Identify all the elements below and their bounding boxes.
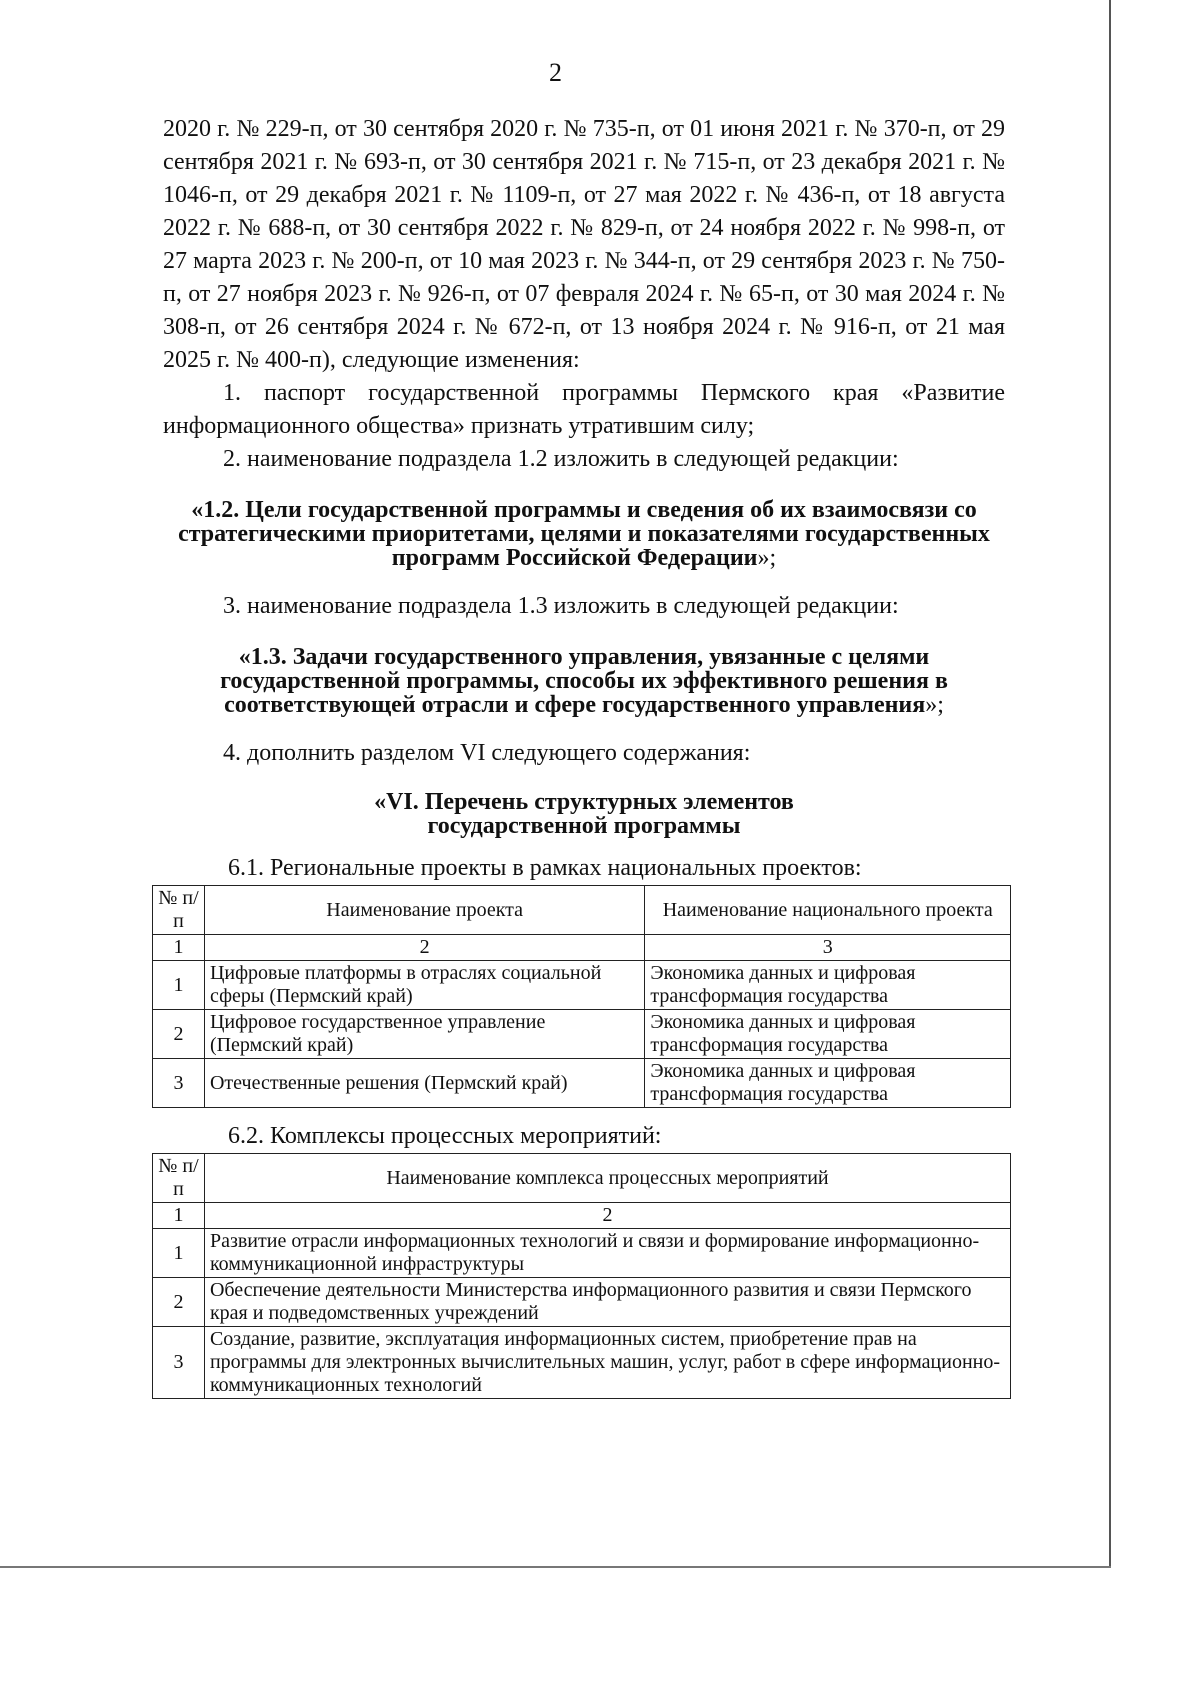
header-national-project: Наименование национального проекта <box>645 886 1011 935</box>
table-numbering-row <box>153 1203 1011 1229</box>
header-number: № п/п <box>153 886 205 935</box>
national-project: Экономика данных и цифровая трансформация государства <box>645 1059 1011 1108</box>
heading-1-3-text: «1.3. Задачи государственного управления, увязанные с целями государственной программы, способы их эффективного решения в соответствующей отрасли и сфере государственного управления <box>220 644 948 718</box>
list-item-4: 4. дополнить разделом VI следующего содержания: <box>223 740 751 766</box>
header-activity-name: Наименование комплекса процессных мероприятий <box>204 1154 1010 1203</box>
heading-vi-line-1: «VI. Перечень структурных элементов <box>374 789 794 815</box>
document-body <box>158 113 1005 1399</box>
table-row <box>153 1278 1011 1327</box>
header-number: № п/п <box>153 1154 205 1203</box>
process-activities-table <box>152 1153 1011 1399</box>
section-6-2-caption: 6.2. Комплексы процессных мероприятий: <box>228 1123 662 1149</box>
col-number: 2 <box>204 1203 1010 1229</box>
national-project: Экономика данных и цифровая трансформация государства <box>645 1010 1011 1059</box>
col-number: 1 <box>153 1203 205 1229</box>
table-header-row <box>153 1154 1011 1203</box>
row-number: 2 <box>153 1278 205 1327</box>
row-number: 2 <box>153 1010 205 1059</box>
list-item-2: 2. наименование подраздела 1.2 изложить в следующей редакции: <box>223 446 899 472</box>
list-item-3: 3. наименование подраздела 1.3 изложить в следующей редакции: <box>223 593 899 619</box>
regional-projects-table <box>152 885 1011 1108</box>
col-number: 2 <box>204 935 644 961</box>
project-name: Цифровые платформы в отраслях социальной сферы (Пермский край) <box>204 961 644 1010</box>
heading-1-2-end: »; <box>757 545 777 571</box>
list-item-1: 1. паспорт государственной программы Пермского края «Развитие информационного общества» признать утратившим силу; <box>163 380 1005 439</box>
section-6-1-caption: 6.1. Региональные проекты в рамках национальных проектов: <box>228 855 862 881</box>
row-number: 1 <box>153 961 205 1010</box>
table-row <box>153 1229 1011 1278</box>
heading-1-2 <box>163 498 1005 570</box>
heading-vi-line-2: государственной программы <box>427 813 741 839</box>
col-number: 1 <box>153 935 205 961</box>
project-name: Отечественные решения (Пермский край) <box>204 1059 644 1108</box>
intro-paragraph: 2020 г. № 229-п, от 30 сентября 2020 г. № 735-п, от 01 июня 2021 г. № 370-п, от 29 сентября 2021 г. № 693-п, от 30 сентября 2021 г. № 715-п, от 23 декабря 2021 г. № 1046-п, от 29 декабря 2021 г. № 1109-п, от 27 мая 2022 г. № 436-п, от 18 августа 2022 г. № 688-п, от 30 сентября 2022 г. № 829-п, от 24 ноября 2022 г. № 998-п, от 27 марта 2023 г. № 200-п, от 10 мая 2023 г. № 344-п, от 29 сентября 2023 г. № 750-п, от 27 ноября 2023 г. № 926-п, от 07 февраля 2024 г. № 65-п, от 30 мая 2024 г. № 308-п, от 26 сентября 2024 г. № 672-п, от 13 ноября 2024 г. № 916-п, от 21 мая 2025 г. № 400-п), следующие изменения: <box>163 116 1005 373</box>
project-name: Цифровое государственное управление (Пермский край) <box>204 1010 644 1059</box>
heading-1-3-end: »; <box>925 692 944 718</box>
row-number: 3 <box>153 1327 205 1399</box>
table-row <box>153 1010 1011 1059</box>
table-row <box>153 1327 1011 1399</box>
heading-1-2-text: «1.2. Цели государственной программы и сведения об их взаимосвязи со стратегическими приоритетами, целями и показателями государственных программ Российской Федерации <box>178 497 990 571</box>
heading-vi <box>163 790 1005 838</box>
activity-name: Создание, развитие, эксплуатация информационных систем, приобретение прав на программы для электронных вычислительных машин, услуг, работ в сфере информационно-коммуникационных технологий <box>204 1327 1010 1399</box>
activity-name: Развитие отрасли информационных технологий и связи и формирование информационно-коммуникационной инфраструктуры <box>204 1229 1010 1278</box>
activity-name: Обеспечение деятельности Министерства информационного развития и связи Пермского края и подведомственных учреждений <box>204 1278 1010 1327</box>
row-number: 1 <box>153 1229 205 1278</box>
row-number: 3 <box>153 1059 205 1108</box>
table-row <box>153 961 1011 1010</box>
scan-edge-bottom <box>0 1566 1111 1568</box>
scan-edge-right <box>1109 0 1111 1568</box>
table-row <box>153 1059 1011 1108</box>
page-number: 2 <box>549 58 562 87</box>
table-header-row <box>153 886 1011 935</box>
heading-1-3 <box>163 645 1005 717</box>
col-number: 3 <box>645 935 1011 961</box>
national-project: Экономика данных и цифровая трансформация государства <box>645 961 1011 1010</box>
table-numbering-row <box>153 935 1011 961</box>
header-project-name: Наименование проекта <box>204 886 644 935</box>
